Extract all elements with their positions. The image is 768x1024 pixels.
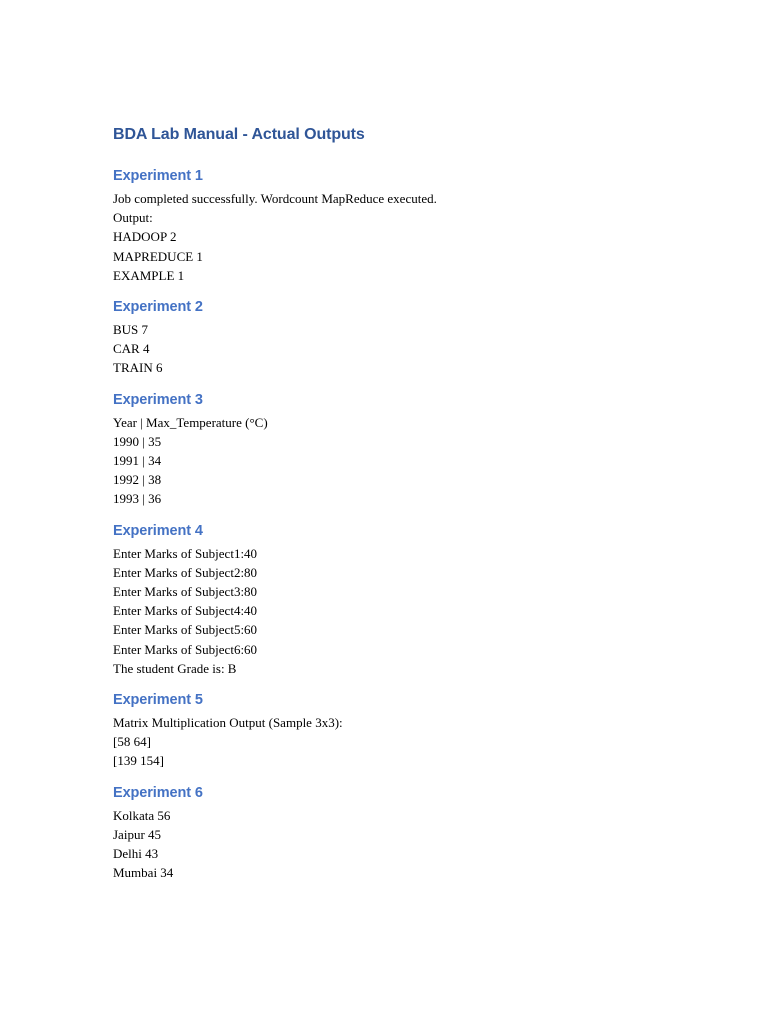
output-line: Mumbai 34 [113,865,174,881]
output-line: Year | Max_Temperature (°C) [113,414,268,430]
output-line: Jaipur 45 [113,826,162,842]
section-heading: Experiment 3 [113,391,203,408]
output-line: Kolkata 56 [113,807,171,823]
output-line: Job completed successfully. Wordcount MapReduce executed. [113,191,437,206]
section-experiment-4 [113,521,713,678]
section-heading: Experiment 6 [113,784,203,801]
output-line: HADOOP 2 [113,229,177,245]
output-line: Matrix Multiplication Output (Sample 3x3): [113,715,343,731]
output-line: 1991 | 34 [113,453,162,469]
output-line: [58 64] [113,734,151,750]
output-line: Output: [113,210,153,226]
output-line: The student Grade is: B [113,660,237,676]
section-experiment-1 [113,166,713,285]
output-line: 1990 | 35 [113,433,162,449]
output-line: [139 154] [113,753,164,769]
output-line: CAR 4 [113,341,150,357]
section-experiment-5 [113,690,713,771]
output-line: Enter Marks of Subject6:60 [113,641,258,657]
section-heading: Experiment 4 [113,522,203,539]
output-line: Enter Marks of Subject4:40 [113,603,258,619]
section-heading: Experiment 1 [113,168,203,184]
document-page [113,124,713,894]
output-line: Enter Marks of Subject5:60 [113,622,258,638]
output-line: 1993 | 36 [113,491,162,507]
document-title: BDA Lab Manual - Actual Outputs [113,126,365,143]
output-line: TRAIN 6 [113,360,163,376]
output-line: Enter Marks of Subject3:80 [113,584,258,600]
section-heading: Experiment 2 [113,299,203,316]
output-line: Enter Marks of Subject2:80 [113,564,258,580]
section-experiment-2 [113,297,713,378]
output-line: BUS 7 [113,322,149,338]
output-line: 1992 | 38 [113,472,162,488]
output-line: Delhi 43 [113,846,159,862]
section-heading: Experiment 5 [113,692,203,709]
output-line: Enter Marks of Subject1:40 [113,545,258,561]
section-experiment-3 [113,390,713,509]
output-line: EXAMPLE 1 [113,267,185,283]
section-experiment-6 [113,783,713,883]
output-line: MAPREDUCE 1 [113,248,203,264]
